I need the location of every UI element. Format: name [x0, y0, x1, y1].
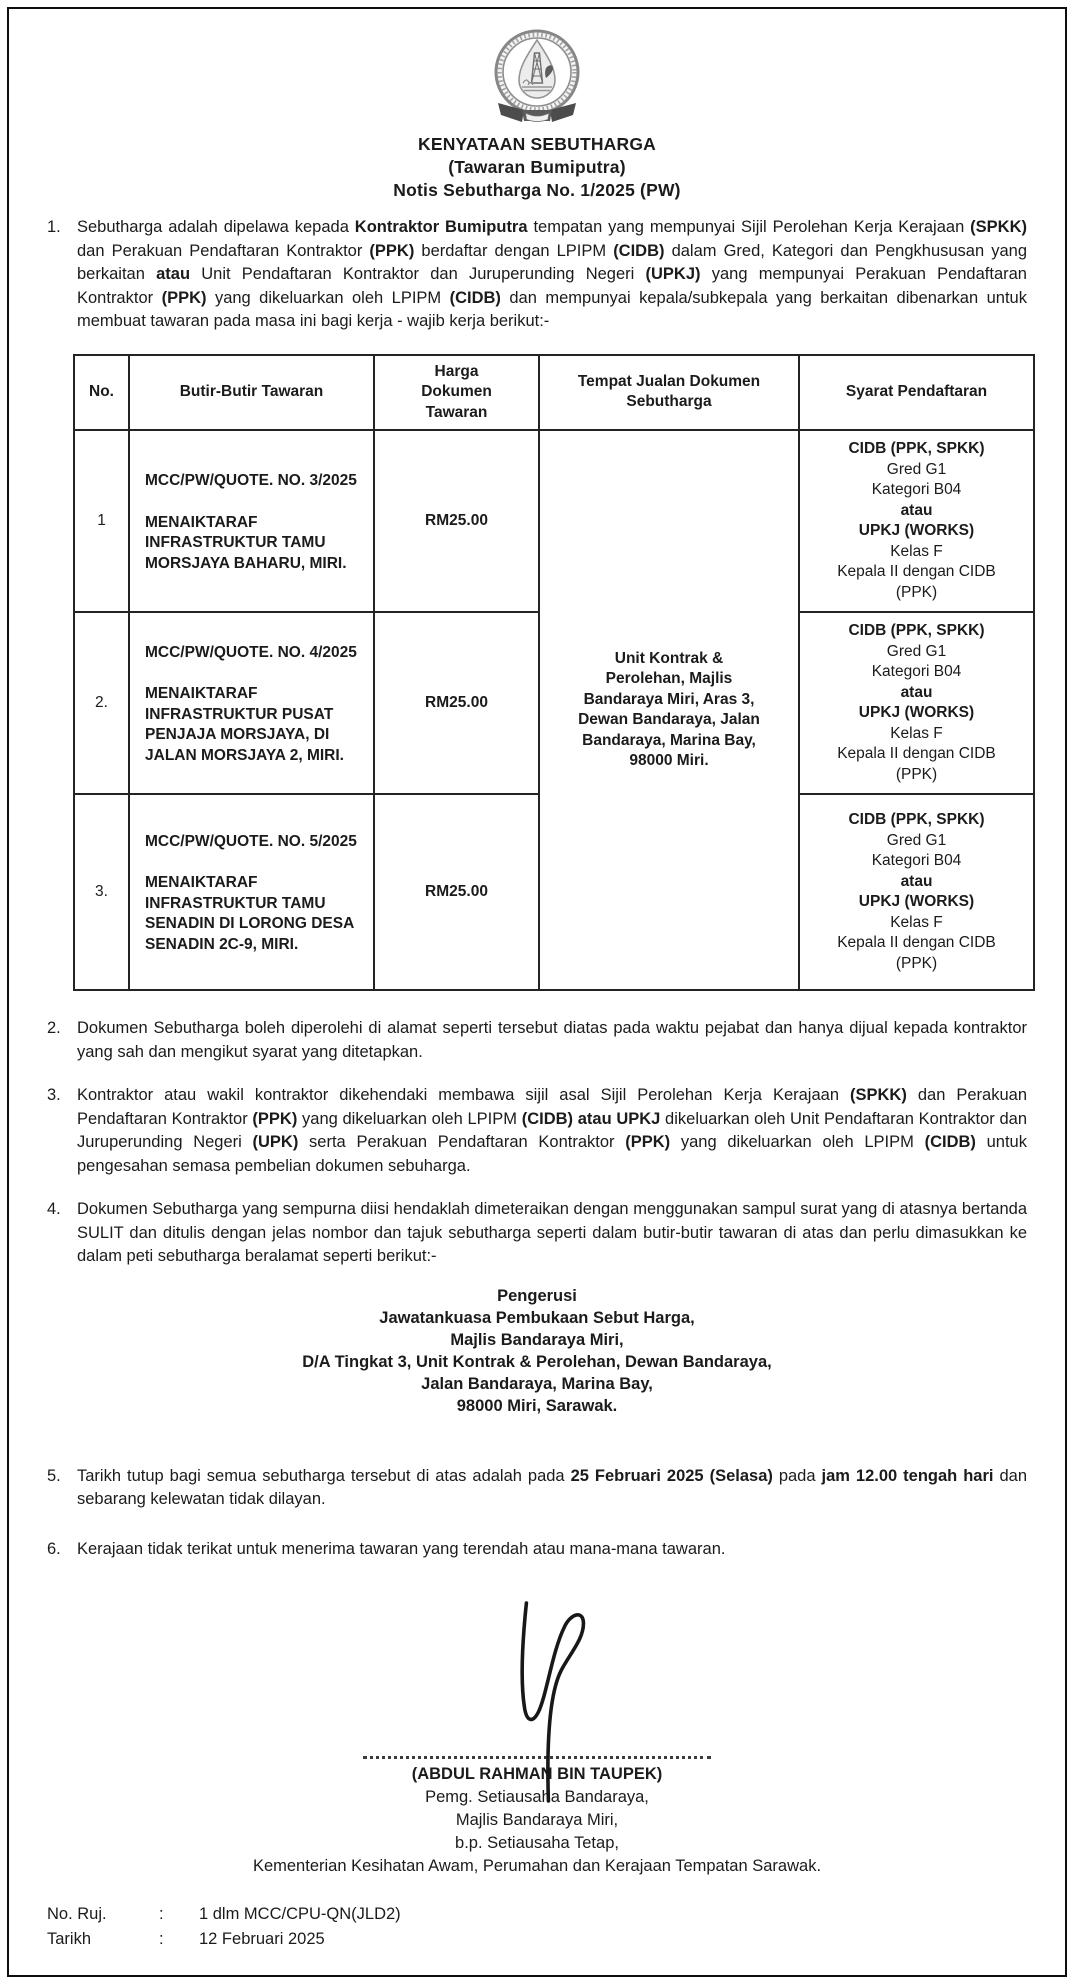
- row-2-no: 2.: [74, 612, 129, 794]
- row-3-no: 3.: [74, 794, 129, 990]
- row-1-butir: [129, 430, 374, 612]
- clause-2-number: 2.: [47, 1019, 61, 1037]
- clause-4-text: Dokumen Sebutharga yang sempurna diisi hendaklah dimeteraikan dengan menggunakan sampul surat yang di atasnya bertanda SULIT dan ditulis dengan jelas nombor dan tajuk sebutharga seperti dalam butir-butir tawaran di atas dan perlu dimasukkan ke dalam peti sebutharga beralamat seperti berikut:-: [77, 1200, 1027, 1265]
- tender-table-header-row: [74, 355, 1034, 431]
- reference-number-row: [47, 1902, 1027, 1927]
- clause-2-text: Dokumen Sebutharga boleh diperolehi di alamat seperti tersebut diatas pada waktu pejabat dan hanya dijual kepada kontraktor yang sah dan mengikut syarat yang ditetapkan.: [77, 1019, 1027, 1061]
- row-1-price: RM25.00: [374, 430, 539, 612]
- miri-city-council-crest-icon: [484, 27, 590, 127]
- row-1-syarat: CIDB (PPK, SPKK) Gred G1 Kategori B04 atau UPKJ (WORKS) Kelas F Kepala II dengan CIDB (PPK): [799, 430, 1034, 612]
- clause-5-number: 5.: [47, 1466, 61, 1485]
- row-2-work-title: MENAIKTARAF INFRASTRUKTUR PUSAT PENJAJA MORSJAYA, DI JALAN MORSJAYA 2, MIRI.: [145, 685, 344, 764]
- signature-area: [47, 1573, 1027, 1759]
- clause-4: [47, 1198, 1027, 1269]
- document-frame: [7, 7, 1067, 1977]
- signatory-titles: Pemg. Setiausaha Bandaraya, Majlis Bandaraya Miri, b.p. Setiausaha Tetap, Kementerian Kesihatan Awam, Perumahan dan Kerajaan Tempatan Sarawak.: [252, 1788, 822, 1875]
- col-header-butir: Butir-Butir Tawaran: [129, 355, 374, 431]
- col-header-harga: Harga Dokumen Tawaran: [374, 355, 539, 431]
- tender-table: [73, 354, 1035, 992]
- table-row-1: [74, 430, 1034, 612]
- row-1-no: 1: [74, 430, 129, 612]
- tempat-jualan-cell: Unit Kontrak & Perolehan, Majlis Bandaraya Miri, Aras 3, Dewan Bandaraya, Jalan Bandaraya, Marina Bay, 98000 Miri.: [539, 430, 799, 990]
- clause-6-number: 6.: [47, 1539, 61, 1558]
- submission-address: Pengerusi Jawatankuasa Pembukaan Sebut Harga, Majlis Bandaraya Miri, D/A Tingkat 3, Unit Kontrak & Perolehan, Dewan Bandaraya, Jalan Bandaraya, Marina Bay, 98000 Miri, Sarawak.: [302, 1286, 772, 1415]
- clause-4-number: 4.: [47, 1200, 61, 1218]
- row-3-syarat: CIDB (PPK, SPKK) Gred G1 Kategori B04 atau UPKJ (WORKS) Kelas F Kepala II dengan CIDB (PPK): [799, 794, 1034, 990]
- clause-3-text: Kontraktor atau wakil kontraktor dikehendaki membawa sijil asal Sijil Perolehan Kerja Kerajaan (SPKK) dan Perakuan Pendaftaran Kontraktor (PPK) yang dikeluarkan oleh LPIPM (CIDB) atau UPKJ dikeluarkan oleh Unit Pendaftaran Kontraktor dan Juruperunding Negeri (UPK) serta Perakuan Pendaftaran Kontraktor (PPK) yang dikeluarkan oleh LPIPM (CIDB) untuk pengesahan semasa pembelian dokumen sebuharga.: [77, 1086, 1027, 1175]
- clause-1-text: Sebutharga adalah dipelawa kepada Kontraktor Bumiputra tempatan yang mempunyai Sijil Perolehan Kerja Kerajaan (SPKK) dan Perakuan Pendaftaran Kontraktor (PPK) berdaftar dengan LPIPM (CIDB) dalam Gred, Kategori dan Pengkhususan yang berkaitan atau Unit Pendaftaran Kontraktor dan Juruperunding Negeri (UPKJ) yang mempunyai Perakuan Pendaftaran Kontraktor (PPK) yang dikeluarkan oleh LPIPM (CIDB) dan mempunyai kepala/subkepala yang berkaitan dibenarkan untuk membuat tawaran pada masa ini bagi kerja - wajib kerja berikut:-: [77, 218, 1027, 330]
- document-header: [47, 27, 1027, 202]
- clause-5-text: Tarikh tutup bagi semua sebutharga tersebut di atas adalah pada 25 Februari 2025 (Selasa) pada jam 12.00 tengah hari dan sebarang kelewatan tidak dilayan.: [77, 1466, 1027, 1508]
- clause-1: [47, 216, 1027, 334]
- row-3-quote-no: MCC/PW/QUOTE. NO. 5/2025: [145, 832, 357, 850]
- clause-1-number: 1.: [47, 218, 61, 236]
- row-2-quote-no: MCC/PW/QUOTE. NO. 4/2025: [145, 643, 357, 661]
- date-label: Tarikh: [47, 1930, 92, 1948]
- row-2-price: RM25.00: [374, 612, 539, 794]
- reference-block: [47, 1902, 1027, 1952]
- document-title: KENYATAAN SEBUTHARGA: [418, 134, 656, 154]
- clause-6: [47, 1538, 1027, 1562]
- clause-3-number: 3.: [47, 1086, 61, 1104]
- col-header-tempat: Tempat Jualan Dokumen Sebutharga: [539, 355, 799, 431]
- reference-number-colon: :: [159, 1905, 164, 1923]
- reference-number-value: 1 dlm MCC/CPU-QN(JLD2): [199, 1905, 401, 1923]
- row-3-butir: [129, 794, 374, 990]
- row-2-syarat: CIDB (PPK, SPKK) Gred G1 Kategori B04 atau UPKJ (WORKS) Kelas F Kepala II dengan CIDB (PPK): [799, 612, 1034, 794]
- row-1-quote-no: MCC/PW/QUOTE. NO. 3/2025: [145, 472, 357, 489]
- date-colon: :: [159, 1930, 164, 1948]
- row-2-butir: [129, 612, 374, 794]
- clause-2: [47, 1017, 1027, 1064]
- row-3-work-title: MENAIKTARAF INFRASTRUKTUR TAMU SENADIN DI LORONG DESA SENADIN 2C-9, MIRI.: [145, 874, 354, 953]
- clause-5: [47, 1465, 1027, 1512]
- col-header-syarat: Syarat Pendaftaran: [799, 355, 1034, 431]
- date-value: 12 Februari 2025: [199, 1930, 325, 1948]
- row-3-price: RM25.00: [374, 794, 539, 990]
- clause-3: [47, 1084, 1027, 1178]
- notice-number: Notis Sebutharga No. 1/2025 (PW): [393, 180, 681, 200]
- reference-number-label: No. Ruj.: [47, 1905, 107, 1923]
- document-subtitle: (Tawaran Bumiputra): [448, 157, 626, 177]
- signatory-name: (ABDUL RAHMAN BIN TAUPEK): [411, 1765, 663, 1783]
- clause-6-text: Kerajaan tidak terikat untuk menerima tawaran yang terendah atau mana-mana tawaran.: [77, 1539, 726, 1558]
- row-1-work-title: MENAIKTARAF INFRASTRUKTUR TAMU MORSJAYA BAHARU, MIRI.: [145, 513, 347, 572]
- date-row: [47, 1927, 1027, 1952]
- col-header-no: No.: [74, 355, 129, 431]
- signature-block: [47, 1573, 1027, 1878]
